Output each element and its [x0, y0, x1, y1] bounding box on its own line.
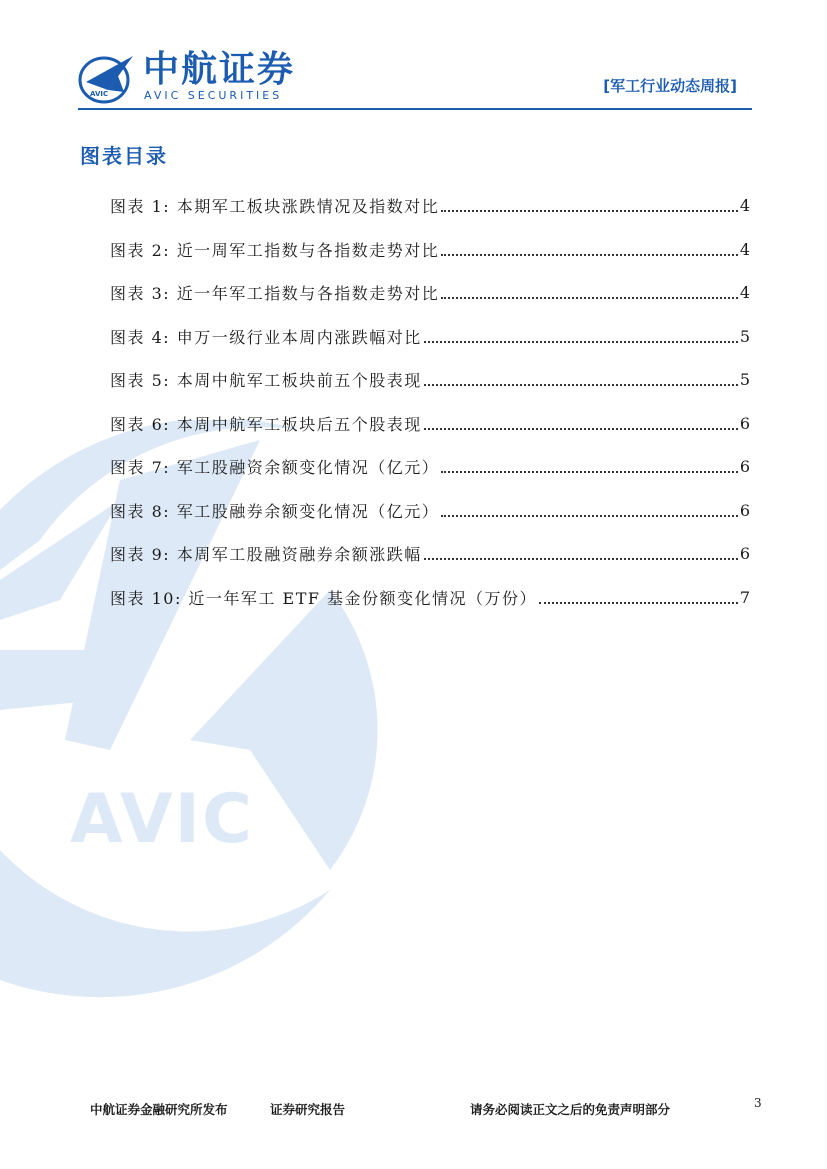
toc-entry[interactable] — [110, 184, 750, 228]
toc-entry[interactable] — [110, 576, 750, 620]
toc-entry[interactable] — [110, 402, 750, 446]
page-number: 3 — [754, 1096, 762, 1110]
toc-dot-leader — [441, 296, 738, 299]
page-footer — [0, 1090, 827, 1130]
toc-entry-label: 图表 8: 军工股融券余额变化情况（亿元） — [110, 501, 440, 521]
watermark-text: AVIC — [70, 780, 254, 859]
footer-report-kind: 证券研究报告 — [270, 1102, 346, 1117]
toc-entry-label: 图表 3: 近一年军工指数与各指数走势对比 — [110, 284, 440, 304]
toc-entry-label: 图表 4: 申万一级行业本周内涨跌幅对比 — [110, 327, 422, 347]
toc-entry[interactable] — [110, 532, 750, 576]
toc-dot-leader — [441, 514, 738, 517]
toc-entry-page: 4 — [739, 283, 750, 303]
toc-entry[interactable] — [110, 315, 750, 359]
toc-entry[interactable] — [110, 489, 750, 533]
toc-entry[interactable] — [110, 271, 750, 315]
figure-list — [110, 184, 750, 619]
toc-entry-page: 6 — [739, 544, 750, 564]
toc-entry[interactable] — [110, 358, 750, 402]
svg-text:AVIC: AVIC — [90, 90, 109, 98]
toc-dot-leader — [424, 427, 738, 430]
footer-disclaimer: 请务必阅读正文之后的免责声明部分 — [470, 1102, 671, 1117]
avic-logo-icon — [78, 52, 136, 104]
toc-entry-page: 5 — [739, 326, 750, 346]
brand-subtitle: AVIC SECURITIES — [144, 89, 283, 102]
toc-dot-leader — [441, 253, 738, 256]
page-header — [0, 0, 827, 112]
toc-entry-page: 6 — [739, 500, 750, 520]
toc-dot-leader — [424, 557, 738, 560]
toc-dot-leader — [441, 470, 738, 473]
toc-entry-page: 4 — [739, 196, 750, 216]
toc-entry-page: 6 — [739, 413, 750, 433]
toc-entry-label: 图表 6: 本周中航军工板块后五个股表现 — [110, 414, 422, 434]
brand-name: 中航证券 — [143, 49, 296, 90]
toc-entry-label: 图表 2: 近一周军工指数与各指数走势对比 — [110, 240, 440, 260]
toc-entry[interactable] — [110, 445, 750, 489]
toc-entry-label: 图表 9: 本周军工股融资融券余额涨跌幅 — [110, 545, 422, 565]
header-divider — [78, 108, 752, 110]
toc-dot-leader — [424, 340, 738, 343]
toc-entry-page: 7 — [739, 587, 750, 607]
toc-entry-page: 4 — [739, 239, 750, 259]
toc-entry-label: 图表 7: 军工股融资余额变化情况（亿元） — [110, 458, 440, 478]
toc-entry-label: 图表 10: 近一年军工 ETF 基金份额变化情况（万份） — [110, 588, 538, 608]
toc-entry-label: 图表 5: 本周中航军工板块前五个股表现 — [110, 371, 422, 391]
toc-title: 图表目录 — [80, 144, 168, 168]
toc-dot-leader — [539, 601, 738, 604]
toc-entry-page: 6 — [739, 457, 750, 477]
toc-entry-label: 图表 1: 本期军工板块涨跌情况及指数对比 — [110, 197, 440, 217]
toc-entry-page: 5 — [739, 370, 750, 390]
toc-dot-leader — [424, 383, 738, 386]
toc-entry[interactable] — [110, 228, 750, 272]
toc-dot-leader — [441, 209, 738, 212]
report-type-label: [军工行业动态周报] — [603, 77, 737, 95]
footer-publisher: 中航证券金融研究所发布 — [90, 1102, 228, 1117]
